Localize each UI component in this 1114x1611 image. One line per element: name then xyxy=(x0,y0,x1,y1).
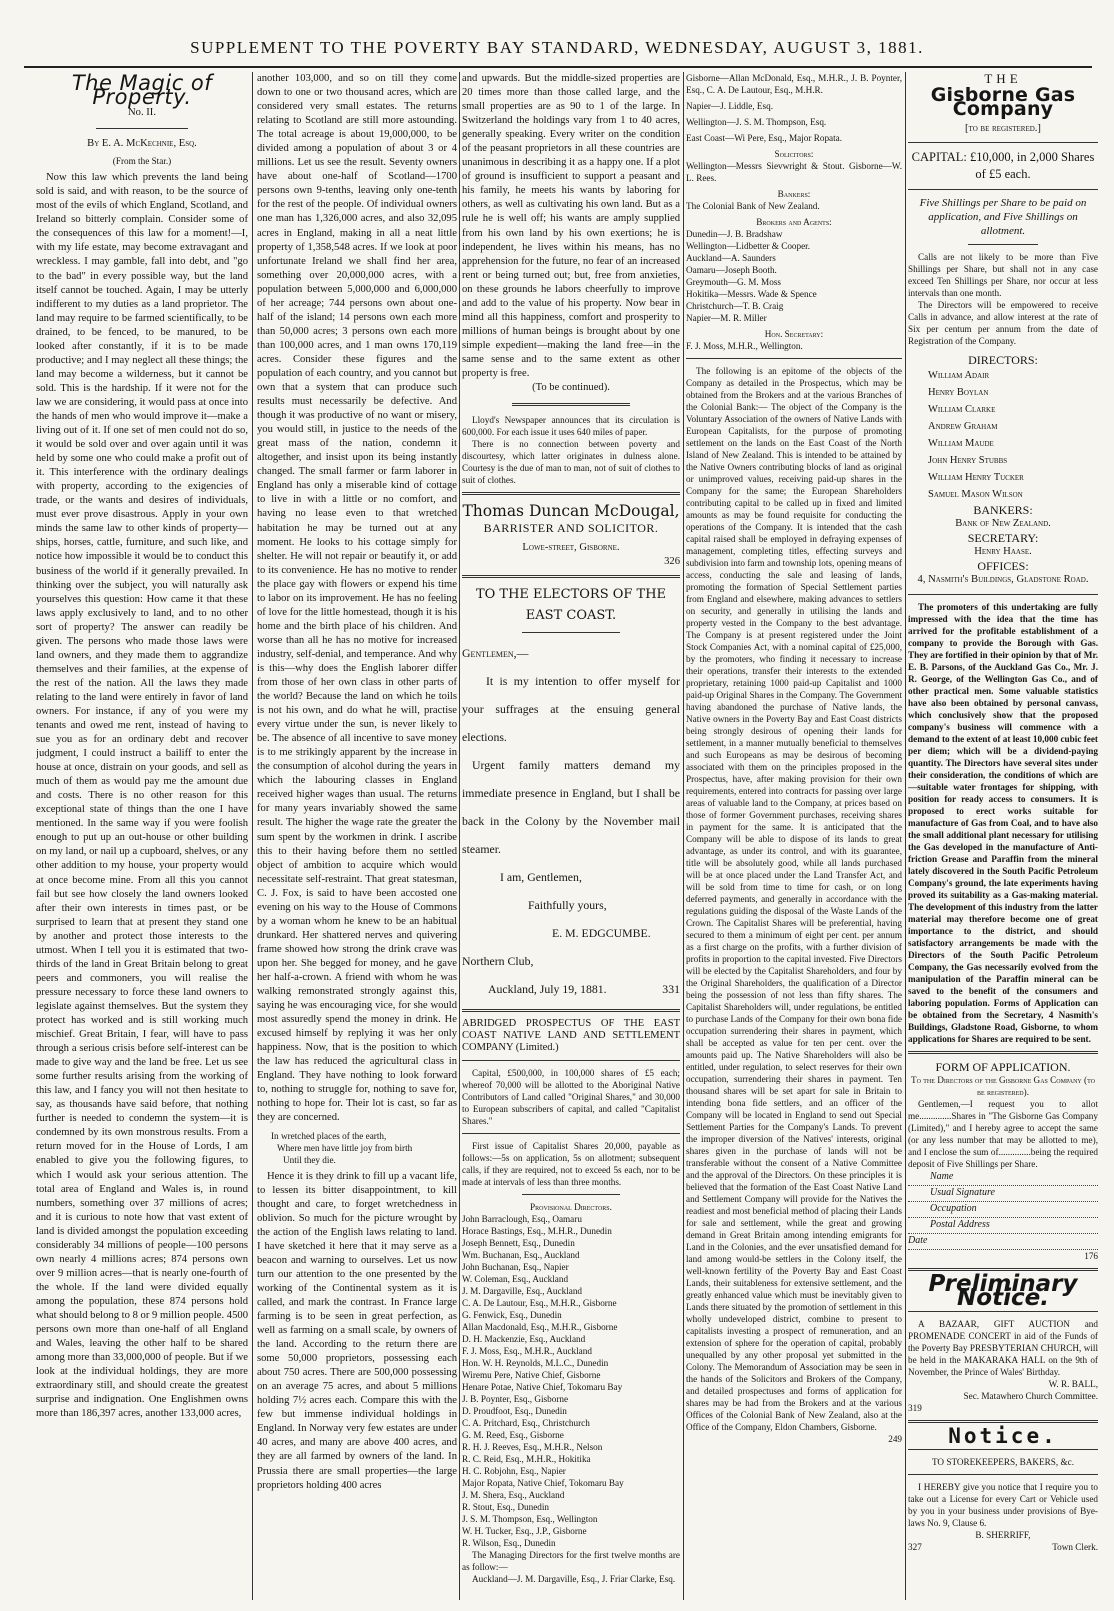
prospectus-first-issue: First issue of Capitalist Shares 20,000, payable as follows:—5s on application, 5s on allotment; subsequent calls, if they are required, not to exceed 5s each, nor to be made at intervals of less than three months. xyxy=(462,1141,680,1188)
form-field[interactable]: Date xyxy=(908,1234,1098,1250)
gas-director-entry: Andrew Graham xyxy=(928,421,998,433)
broker-entry: Wellington—Lidbetter & Cooper. xyxy=(686,241,811,251)
column-1 xyxy=(36,72,248,1600)
article-title: The Magic of Property. xyxy=(71,72,213,110)
gas-offices-heading: OFFICES: xyxy=(977,559,1029,574)
electors-signature: E. M. EDGCUMBE. xyxy=(552,926,651,941)
gas-director-entry: William Adair xyxy=(928,370,990,382)
director-entry: D. H. Mackenzie, Esq., Auckland xyxy=(462,1334,586,1345)
director-entry: C. A. Pritchard, Esq., Christchurch xyxy=(462,1418,590,1429)
gas-directors-heading: DIRECTORS: xyxy=(968,353,1038,368)
notice-body: I HEREBY give you notice that I require you to take out a License for every Cart or Vehicle used by you in your business under provisions of Bye-laws No. 9, Clause 6. xyxy=(908,1481,1098,1528)
gas-director-entry: John Henry Stubbs xyxy=(928,455,1008,467)
verse-line: In wretched places of the earth, xyxy=(271,1130,387,1141)
article-verse xyxy=(257,1130,457,1166)
form-fields xyxy=(908,1170,1098,1250)
director-entry: Hon. W. H. Reynolds, M.L.C., Dunedin xyxy=(462,1358,609,1369)
form-field[interactable]: Usual Signature xyxy=(908,1186,1098,1202)
form-field[interactable]: Occupation xyxy=(908,1202,1098,1218)
broker-entry: Christchurch—T. B. Craig xyxy=(686,301,784,311)
gas-calls: Calls are not likely to be more than Five Shillings per Share, but shall not in any case exceed Ten Shillings per Share, nor occur at less intervals than one month. xyxy=(908,252,1098,299)
gas-director-entry: Henry Boylan xyxy=(928,387,989,399)
director-entry: W. H. Tucker, Esq., J.P., Gisborne xyxy=(462,1526,587,1537)
verse-line: Until they die. xyxy=(283,1154,336,1165)
electors-paragraph: Urgent family matters demand my immediate presence in England, but I shall be back in the Colony by the November mail steamer. xyxy=(462,758,680,857)
director-entry: D. Proudfoot, Esq., Dunedin xyxy=(462,1406,567,1417)
bankers: The Colonial Bank of New Zealand. xyxy=(686,201,820,211)
form-field[interactable]: Postal Address xyxy=(908,1218,1098,1234)
prelim-title: Preliminary Notice. xyxy=(928,1270,1078,1311)
article-number: No. II. xyxy=(128,107,156,119)
electors-date: Auckland, July 19, 1881. 331 xyxy=(488,982,680,997)
mcdougal-ref: 326 xyxy=(664,556,680,568)
director-entry: J. S. M. Thompson, Esq., Wellington xyxy=(462,1514,598,1525)
broker-entry: Dunedin—J. B. Bradshaw xyxy=(686,229,783,239)
article-byline: By E. A. McKechnie, Esq. xyxy=(87,138,197,150)
article-text: another 103,000, and so on till they come down to one or two thousand acres, which are considered very small estates. The returns relating to Scotland are still more astounding. The total acreage is about 19,000,000, to be divided among a population of about 3 or 4 millions. Let us see the result. Seventy owners have about one-half of Scotland—1700 persons own 9-tenths, leaving only one-tenth for the rest of the people. Of individual owners one man has 1,326,000 acres, and also 32,095 acres in England, making in all a neat little property of 1,358,548 acres. If we look at poor unfortunate Ireland we shall find her area, something over 20,000,000 acres, with a population between 5,000,000 and 6,000,000 of her acreage; 744 persons own about one-half of the island; 14 persons own each more than 50,000 acres; 3 persons own each more than 100,000 acres, and 1 man owns 170,119 acres. Consider these figures and the population of each country, and you cannot but own that a system that can produce such results must necessarily be defective. And though it was productive of no want or misery, you would still, in justice to the needs of the great mass of the nation, condemn it altogether, and insist upon its being instantly changed. The small farmer or farm laborer in England has only a miserable kind of cottage to live in with a little or no comfort, and having no lease even to that wretched habitation he may be turned out at any moment. He looks to his cottage simply for shelter. He will not repair or beautify it, or add to its convenience. He has no motive to render the place gay with flowers or expend his time to labor on its improvement. He has no feeling of love for the little homestead, though it is his home and the birth place of his children. And worse than all he has no motive for increased industry, self-denial, and temperance. And why is this—why does the English laborer differ from those of her own class in other parts of the world? Because the land on which he toils is not his own, and do what he will, practise every virtue under the sun, is never likely to be. The absence of all incentive to save money is to me strikingly apparent by the increase in the consumption of alcohol during the years in which the labouring classes in England received higher wages than usual. The returns for many years invariably showed the same result. The higher the wage rate the greater the sum spent by the workmen in drink. I ascribe this to their having before them no settled object of ambition to acquire which would necessitate self-restraint. That great statesman, C. J. Fox, is said to have been accosted one evening on his way to the House of Commons by a woman whom he knew to be an habitual drunkard. Her shattered nerves and quivering frame showed how strong the drink crave was upon her. She begged for money, and he gave her half-a-crown. A friend with whom he was walking remonstrated strongly against this, saying he was encouraging vice, for she would most assuredly spend the money in drink. He excused himself by replying it was her only happiness. Now, that is the position to which the law has reduced the agricultural class in England. They have nothing to look forward to, nothing to struggle for, nothing to save for, nothing to hope for. Their lot is cast, so far as they are concerned. xyxy=(257,73,457,1124)
electors-closing: Faithfully yours, xyxy=(528,898,607,913)
director-entry: John Barraclough, Esq., Oamaru xyxy=(462,1214,582,1225)
prelim-sign: W. R. BALL, xyxy=(1048,1378,1098,1389)
gas-the: THE xyxy=(984,72,1022,86)
electors-paragraph: It is my intention to offer myself for your suffrages at the ensuing general elections. xyxy=(462,674,680,745)
gas-capital: CAPITAL: £10,000, in 2,000 Shares of £5 each. xyxy=(911,150,1095,182)
gas-bankers-heading: BANKERS: xyxy=(973,503,1033,518)
director-entry: Wiremu Pere, Native Chief, Gisborne xyxy=(462,1370,601,1381)
broker-entry: Greymouth—G. M. Moss xyxy=(686,277,781,287)
solicitors-heading: Solicitors: xyxy=(774,149,814,159)
gas-registration: [to be registered.] xyxy=(965,123,1041,135)
director-entry: John Buchanan, Esq., Napier xyxy=(462,1262,569,1273)
courtesy-note: There is no connection between poverty and discourtesy, which latter originates in dulness alone. Courtesy is the due of man to man, not of suit of clothes to suit of clothes. xyxy=(462,439,680,486)
managing-eastcoast: East Coast—Wi Pere, Esq., Major Ropata. xyxy=(686,133,843,143)
director-entry: G. M. Reed, Esq., Gisborne xyxy=(462,1430,564,1441)
form-to: To the Directors of the Gisborne Gas Company (to be registered). xyxy=(911,1074,1095,1097)
article-text: and upwards. But the middle-sized properties are 20 times more than those called large, and the small properties are as 90 to 1 of the large. In Switzerland the holdings vary from 1 to 40 acres, generally speaking. Every writer on the condition of the peasant proprietors in all these countries are unanimous in describing it as a happy one. If a plot of ground is insufficient to support a peasant and his family, he meets his wants by laboring for others, as well as cultivating his own land. But as a rule he is well off; his wants are amply supplied from his own land by his own exertions; he is independent, he lives within his means, has no apprehension for the future, no fear of an increased rent or being turned out; but, free from anxieties, on these grounds he labors cheerfully to improve and add to the value of his property. Now bear in mind all this happiness, comfort and prosperity to millions of human beings is brought about by one simple expedient—making the land free—in the same sense and to the same extent as other property is free. xyxy=(462,73,680,379)
director-entry: Horace Bastings, Esq., M.H.R., Dunedin xyxy=(462,1226,612,1237)
gas-director-entry: William Henry Tucker xyxy=(928,472,1024,484)
masthead-rule xyxy=(24,66,1092,68)
director-entry: W. Coleman, Esq., Auckland xyxy=(462,1274,569,1285)
electors-closing: I am, Gentlemen, xyxy=(500,870,582,885)
column-3 xyxy=(462,72,680,1600)
brokers-list xyxy=(686,228,902,324)
gas-director-entry: William Clarke xyxy=(928,404,996,416)
secretary-heading: Hon. Secretary: xyxy=(764,329,824,339)
gas-body: The promoters of this undertaking are fully impressed with the idea that the time has arrived for the profitable establishment of a company to provide the Borough with Gas. They are fortified in their opinion by that of Mr. E. B. Parsons, of the Auckland Gas Co., Mr. J. R. George, of the Wellington Gas Co., and of other practical men. Some valuable statistics have also been obtained by personal canvass, which conclusively show that the proposed company's business will commence with a demand to the extent of at least 10,000 cubic feet per diem; which will be a dividend-paying quantity. The Directors have several sites under their consideration, the conditions of which are—suitable water frontages for shipping, with position for ready access to consumers. It is proposed to erect works suitable for manufacture of Gas from Coal, and to have also the small additional plant necessary for utilising the Gas developed in the manufacture of Anti-friction Grease and Paraffin from the mineral lately discovered in the South Pacific Petroleum Company's ground, the late experiments having proved its suitability as a Gas-making material. The development of this industry from the latter material may therefore become one of great importance to the district, and should satisfactory arrangements be made with the Directors of the South Pacific Petroleum Company, the Gas necessarily evolved from the manipulation of the Paraffin mineral can be saved to the benefit of the consumers and laboring population. Forms of Application can be obtained from the Secretary, 4 Nasmith's Buildings, Gladstone Road, Gisborne, to whom applications for Shares are required to be sent. xyxy=(908,601,1098,1044)
notice-footer: 327 Town Clerk. xyxy=(908,1541,1098,1552)
column-4 xyxy=(686,72,902,1600)
director-entry: J. B. Poynter, Esq., Gisborne xyxy=(462,1394,569,1405)
managing-wellington: Wellington—J. S. M. Thompson, Esq. xyxy=(686,117,827,127)
director-entry: Joseph Bennett, Esq., Dunedin xyxy=(462,1238,575,1249)
director-entry: Allan Macdonald, Esq., M.H.R., Gisborne xyxy=(462,1322,618,1333)
bankers-heading: Bankers: xyxy=(777,189,811,199)
director-entry: C. A. De Lautour, Esq., M.H.R., Gisborne xyxy=(462,1298,617,1309)
article-continued: (To be continued). xyxy=(532,382,610,394)
verse-line: Where men have little joy from birth xyxy=(277,1142,413,1153)
mcdougal-name: Thomas Duncan McDougal, xyxy=(462,502,680,521)
form-ref: 176 xyxy=(1084,1250,1098,1261)
column-divider xyxy=(683,72,684,1600)
directors-heading: Provisional Directors. xyxy=(530,1202,612,1213)
column-divider xyxy=(459,72,460,1600)
form-field[interactable]: Name xyxy=(908,1170,1098,1186)
prelim-role: Sec. Matawhero Church Committee. xyxy=(963,1390,1098,1401)
gas-power: The Directors will be empowered to receive Calls in advance, and allow interest at the rate of Six per centum per annum from the date of Registration of the Company. xyxy=(908,300,1098,347)
mcdougal-address: Lowe-street, Gisborne. xyxy=(522,542,620,554)
gas-director-entry: Samuel Mason Wilson xyxy=(928,489,1023,501)
gas-secretary: Henry Haase. xyxy=(974,546,1032,558)
managing-gisborne: Gisborne—Allan McDonald, Esq., M.H.R., J. B. Poynter, Esq., C. A. De Lautour, Esq., M.H.R. xyxy=(686,73,902,95)
gas-offices: 4, Nasmith's Buildings, Gladstone Road. xyxy=(917,574,1089,586)
director-entry: R. C. Reid, Esq., M.H.R., Hokitika xyxy=(462,1454,591,1465)
director-entry: Henare Potae, Native Chief, Tokomaru Bay xyxy=(462,1382,623,1393)
gas-terms: Five Shillings per Share to be paid on application, and Five Shillings on allotment. xyxy=(919,197,1087,238)
broker-entry: Hokitika—Messrs. Wade & Spence xyxy=(686,289,817,299)
lloyds-note: Lloyd's Newspaper announces that its circulation is 600,000. For each issue it uses 640 miles of paper. xyxy=(462,415,680,438)
broker-entry: Napier—M. R. Miller xyxy=(686,313,767,323)
director-entry: R. H. J. Reeves, Esq., M.H.R., Nelson xyxy=(462,1442,603,1453)
director-entry: G. Fenwick, Esq., Dunedin xyxy=(462,1310,562,1321)
director-entry: R. Stout, Esq., Dunedin xyxy=(462,1502,550,1513)
solicitors: Wellington—Messrs Sievwright & Stout. Gisborne—W. L. Rees. xyxy=(686,161,902,183)
director-entry: R. Wilson, Esq., Dunedin xyxy=(462,1538,556,1549)
managing-directors: The Managing Directors for the first twelve months are as follow:— xyxy=(462,1550,680,1573)
director-entry: H. C. Robjohn, Esq., Napier xyxy=(462,1466,566,1477)
gas-directors-list xyxy=(908,367,1098,503)
form-heading: FORM OF APPLICATION. xyxy=(935,1059,1071,1074)
director-entry: J. M. Shera, Esq., Auckland xyxy=(462,1490,565,1501)
gas-secretary-heading: SECRETARY: xyxy=(967,531,1039,546)
broker-entry: Auckland—A. Saunders xyxy=(686,253,776,263)
managing-auckland: Auckland—J. M. Dargaville, Esq., J. Friar Clarke, Esq. xyxy=(472,1574,676,1585)
provisional-directors-list xyxy=(462,1213,680,1549)
column-5 xyxy=(908,72,1098,1600)
director-entry: F. J. Moss, Esq., M.H.R., Auckland xyxy=(462,1346,592,1357)
column-divider xyxy=(905,72,906,1600)
form-body: Gentlemen,—I request you to allot me..............Shares in "The Gisborne Gas Company (Limited)," and I hereby agree to accept the same (or any less number that may be allotted to me), and I enclose the sum of..............being the required deposit of Five Shillings per Share. xyxy=(908,1098,1098,1169)
gas-title: Gisborne Gas Company xyxy=(930,84,1076,121)
article-source: (From the Star.) xyxy=(112,156,172,167)
mcdougal-profession: BARRISTER AND SOLICITOR. xyxy=(483,521,659,536)
director-entry: J. M. Dargaville, Esq., Auckland xyxy=(462,1286,583,1297)
electors-place: Northern Club, xyxy=(462,954,534,969)
electors-heading: TO THE ELECTORS OF THE EAST COAST. xyxy=(475,587,667,624)
director-entry: Major Ropata, Native Chief, Tokomaru Bay xyxy=(462,1478,624,1489)
prelim-ref: 319 xyxy=(908,1402,922,1413)
prospectus-body: The following is an epitome of the objects of the Company as detailed in the Prospectus, which may be obtained from the Brokers and at the various Branches of the Colonial Bank:— The object of the Company is the Voluntary Association of the owners of Native Lands with European Capitalists, for the purpose of promoting settlement on the lands on the East Coast of the North Island of New Zealand. This is intended to be attained by the Native Owners contributing blocks of land as original or unimproved values, receiving paid-up shares in the Company for the same; the European Shareholders contributing capital to be called up in fixed and limited amounts as may be found requisite for conducting the operations of the Company. It is intended that the cash capital raised shall be employed in defraying expenses of management, completing titles, effecting surveys and subdivision into farm and township lots, opening means of access, conducting the sale and leasing of lands, promoting the formation of Special Settlement parties from England and elsewhere, making advances to settlers on security, and generally in utilising the lands and property vested in the Company to the best advantage. The Company is at present registered under the Joint Stock Companies Act, with a nominal capital of £25,000, by the promoters, who finding it necessary to increase their operations, transfer their interests to the extended proprietary, retaining 1000 paid-up Capitalist and 1000 paid-up Original Shares in the Company. The Government having abandoned the purchase of Native lands, the Native owners in the Poverty Bay and East Coast districts being strongly desirous of opening their lands for settlement, in a manner mutually beneficial to themselves and such Europeans as may be desirous of becoming associated with them on the principles proposed in the Prospectus, have, after making provision for their own requirements, entered into contracts for passing over large areas of valuable land to the Company, at prices based on those of former Government purchases, receiving shares in payment for the same. It is anticipated that the Company will be able to dispose of its lands to great advantage, as under its control, and with its guarantee, title will be absolutely good, while all lands purchased will be at once placed under the Land Transfer Act, and will be sold from time to time for cash, or on long deferred payments, and generally in accordance with the regulations guiding the disposal of the Waste Lands of the Crown. The Capitalist Shares will be preferential, having secured to them a minimum of eight per cent. per annum as a first charge on the profits, with a further division of profits in proportion to the capital invested. Five Directors will be elected by the Capitalist Shareholders, and four by the Original Shareholders, the qualification of a Director being the possession of not less than fifty shares. The Capitalist Shareholders will, under regulations, be entitled to purchase Lands of the Company for their own bona fide occupation surrendering their shares in payment, which shall be accepted as value for ten per cent. over the amounts paid up. The Native Shareholders will also be entitled, under regulation, to select reserves for their own occupation, surrendering their shares in payment. Ten thousand shares will be set apart for sale in Britain to intending bona fide settlers, and an officer of the Company will be located in England to send out Special Settlement Parties for the Company's Lands. To prevent the improper diversion of the Natives' interests, original shares given in the purchase of lands will not be transferable without the consent of a Native Committee and the approval of the Directors. On these principles it is believed that the formation of the East Coast Native Land and Settlement Company will provide for the Natives the readiest and most beneficial method of placing their Lands for sale and settlement, while the great and growing demand in Great Britain among intending emigrants for Land in the Colonies, and the ever unsatisfied demand for land among would-be settlers in the Colony itself, the well-known fertility of the Poverty Bay and East Coast Lands, their suitableness for extensive settlement, and the greatly enhanced value which must be inevitably given to Lands there situated by the promotion of settlement in this wholly undeveloped district, combine to present to capitalists investing a prospect of remuneration, and an extension of sphere for the operation of capital, probably unequalled by any other proposal yet submitted in the Colony. The Memorandum of Association may be seen in the hands of the Solicitors and Brokers of the Company, and detailed prospectuses and forms of application for shares may be had from the Brokers and at the various Offices of the Colonial Bank of New Zealand, also at the Office of the Company, Eldon Chambers, Gisborne. xyxy=(686,366,902,1432)
notice-to: TO STOREKEEPERS, BAKERS, &c. xyxy=(931,1456,1075,1467)
prospectus-capital: Capital, £500,000, in 100,000 shares of £5 each; whereof 70,000 will be allotted to the Aboriginal Native Contributors of Land called "Original Shares," and 30,000 to European subscribers of capital, and called "Capitalist Shares." xyxy=(462,1068,680,1127)
article-text: Now this law which prevents the land being sold is said, and with reason, to be the source of most of the evils of which England, Scotland, and Ireland so bitterly complain. Consider some of the consequences of this law for a moment!—I, with my life estate, may become extravagant and wreckless. I may gamble, fall into debt, and "go to the bad" in every possible way, but the land itself cannot be touched. Again, I may be utterly indifferent to my duties as a land proprietor. The land may require to be farmed scientifically, to be drained, to be fenced, to be manured, to be looked after constantly, if it is to be made productive; and I may neglect all these things; the land may become a wilderness, but it cannot be sold. This is the hardship. If it were not for the law we are considering, it would pass at once into the hands of men who would improve it—make a living out of it. If one set of men could not do so, it would be sold over and over again until it was held by some one who could make a profit out of it. This interference with the ordinary dealings with property, according to the exigencies of trade, or the wants and desires of individuals, must ever prove disastrous. Apply in your own minds the same law to other kinds of property—ships, horses, cattle, furniture, and such like, and notice how impossible it would be to conduct this business of the world if it generally prevailed. In thinking over the subject, you will naturally ask yourselves this question: How came it that these laws apply exclusively to land, and to no other sort of property? The answer can readily be given. The persons who made those laws were land owners, and they made them to aggrandize themselves and their families, at the expense of the rest of the nation. All the laws they made relating to the land were entirely in favor of land owners. For instance, if any of you were my tenants and owed me rent, instead of having to sue you as for an ordinary debt and recover judgment, I could instruct a bailiff to enter the house at once, distrain on your goods, and sell as much of them as would pay me the amount due and costs. There is no other reason for this exceptional state of things than the one I have mentioned. In the same way if you were foolish enough to put up an out-house or other building on my land, or nail up a cupboard, shelves, or any other addition to my house, your property would at once become mine. From all this you cannot fail but see how closely the land owners looked after their own interests in times past, or be surprised to learn that at present they stand one by another and protect those interests to the utmost. When I tell you it is estimated that two-thirds of the land in Great Britain belong to great peers and commoners, you will realise the pressure necessary to force these land owners to legislate against themselves. But the system they protect has worked and is still working much mischief. Great Britain, I fear, will have to pass through a serious crisis before self-interest can be made to give way and the land be free. Let us see some further results arising from the working of this law, and I fancy you will not then hesitate to say, as thousands have said before, that nothing further is needed to condemn the system—it is condemned by its own monstrous results. From a return moved for in the House of Lords, I am enabled to give you the following figures, to which I would ask your serious attention. The total area of England and Wales is, in round numbers, something over 37 millions of acres; and it is curious to note how that vast extent of land is divided amongst the population exceeding considerably 34 millions of people—100 persons own nearly 4 millions acres; 874 persons own over 9 million acres—that is nearly one-fourth of the whole. If the land were divided equally among the population, these 874 persons hold what should belong to 8 or 9 million people. 4500 persons own more than one-half of all England and Wales, leaving the other half to be shared among more than 33,000,000 of people. But if we look at the individual holdings, they are more extraordinary still, and should create the greatest surprise and indignation. One Englishmen owns more than 186,397 acres, another 133,000 acres, xyxy=(36,172,248,1420)
secretary: F. J. Moss, M.H.R., Wellington. xyxy=(686,341,803,351)
prospectus-ref: 249 xyxy=(888,1434,902,1444)
article-text: Hence it is they drink to fill up a vacant life, to lessen its bitter disappointment, to kill thought and care, to forget wretchedness in oblivion. So much for the picture wrought by the action of the English laws relating to land. I have sketched it here that it may serve as a beacon and warning to ourselves. Let us now turn our attention to the one presented by the working of the Continental system as it is called, and mark the contrast. In France large farming is to be seen in great perfection, as well as farming on a small scale, by owners of the land. According to the return there are some 50,000 proprietors, possessing each about 750 acres. There are 500,000 possessing on an average 75 acres, and about 5 millions holding 7½ acres each. Compare this with the few but immense individual holdings in England. In Norway very few estates are under 40 acres, and many are above 400 acres, and they are all farmed by owners of the land. In Prussia there are small properties—the large proprietors holding 400 acres xyxy=(257,1170,457,1491)
brokers-heading: Brokers and Agents: xyxy=(756,217,832,227)
prospectus-heading: ABRIDGED PROSPECTUS OF THE EAST COAST NATIVE LAND AND SETTLEMENT COMPANY (Limited.) xyxy=(462,1018,680,1054)
column-divider xyxy=(252,72,253,1600)
notice-title: Notice. xyxy=(948,1423,1058,1448)
electors-salutation: Gentlemen,— xyxy=(462,646,529,661)
column-2 xyxy=(257,72,457,1600)
managing-napier: Napier—J. Liddle, Esq. xyxy=(686,101,774,111)
broker-entry: Oamaru—Joseph Booth. xyxy=(686,265,777,275)
gas-director-entry: William Maude xyxy=(928,438,994,450)
gas-bankers: Bank of New Zealand. xyxy=(955,518,1051,530)
notice-sign: B. SHERRIFF, xyxy=(975,1529,1031,1540)
prelim-body: A BAZAAR, GIFT AUCTION and PROMENADE CONCERT in aid of the Funds of the Poverty Bay PRESBYTERIAN CHURCH, will be held in the MAKARAKA HALL on the 9th of November, the Prince of Wales' Birthday. xyxy=(908,1318,1098,1377)
page-masthead: SUPPLEMENT TO THE POVERTY BAY STANDARD, WEDNESDAY, AUGUST 3, 1881. xyxy=(190,38,924,57)
director-entry: Wm. Buchanan, Esq., Auckland xyxy=(462,1250,580,1261)
